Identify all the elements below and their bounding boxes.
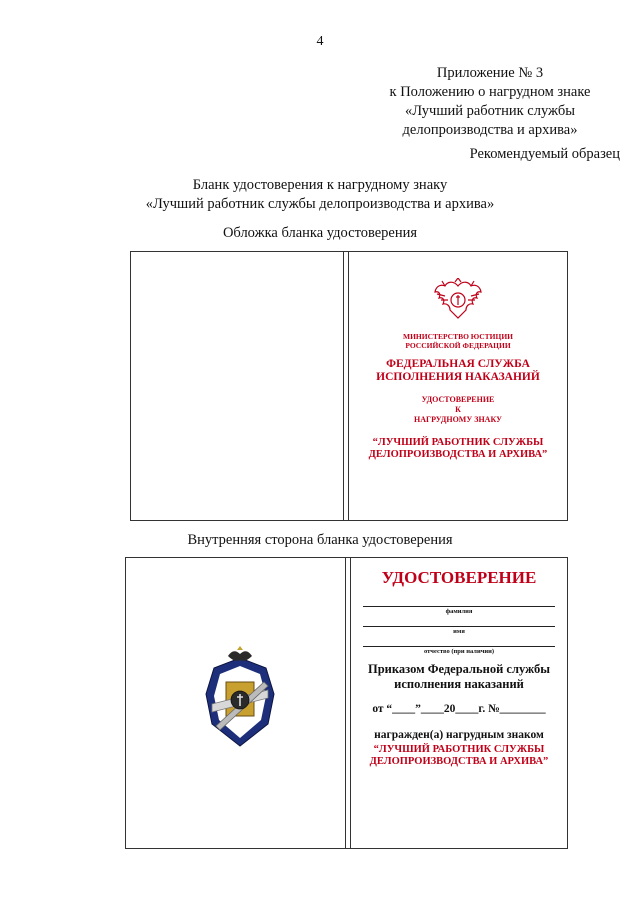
- cover-front: [349, 252, 567, 520]
- appendix-line-2: к Положению о нагрудном знаке: [389, 84, 591, 100]
- blank-title: [0, 176, 640, 214]
- appendix-line-1: Приложение № 3: [436, 65, 544, 81]
- order-line-1: Приказом Федеральной службы: [367, 662, 550, 676]
- order-date-field: от “____”____20____г. №________: [372, 703, 546, 715]
- name-label: имя: [453, 628, 465, 635]
- order-text: [351, 662, 567, 692]
- cover-text-block: [349, 332, 567, 461]
- service-line-1: ФЕДЕРАЛЬНАЯ СЛУЖБА: [386, 358, 530, 370]
- blank-title-line-2: «Лучший работник службы делопроизводства и архива»: [145, 196, 495, 212]
- cover-card: [130, 251, 568, 521]
- surname-label: фамилия: [445, 608, 473, 615]
- order-line-2: исполнения наказаний: [394, 677, 524, 691]
- ministry-line-1: МИНИСТЕРСТВО ЮСТИЦИИ: [402, 332, 513, 341]
- appendix-line-3: «Лучший работник службы: [405, 103, 575, 119]
- surname-line: [363, 606, 555, 607]
- service-line-2: ИСПОЛНЕНИЯ НАКАЗАНИЙ: [376, 371, 540, 383]
- doc-line-1: УДОСТОВЕРЕНИЕ: [421, 395, 495, 404]
- name-line: [363, 626, 555, 627]
- patronymic-label: отчество (при наличии): [423, 648, 495, 655]
- inner-award-line-2: ДЕЛОПРОИЗВОДСТВА И АРХИВА”: [369, 756, 549, 767]
- inner-card: [125, 557, 568, 849]
- cover-caption: Обложка бланка удостоверения: [222, 225, 418, 241]
- inner-caption: Внутренняя сторона бланка удостоверения: [187, 532, 453, 548]
- doc-line-2: К: [455, 405, 461, 414]
- award-line-1: “ЛУЧШИЙ РАБОТНИК СЛУЖБЫ: [372, 437, 544, 448]
- patronymic-line: [363, 646, 555, 647]
- blank-title-line-1: Бланк удостоверения к нагрудному знаку: [192, 177, 448, 193]
- award-line-2: ДЕЛОПРОИЗВОДСТВА И АРХИВА”: [368, 449, 548, 460]
- double-headed-eagle-icon: [433, 278, 483, 322]
- inner-award-name: [351, 744, 567, 768]
- doc-line-3: НАГРУДНОМУ ЗНАКУ: [414, 415, 502, 424]
- page-number: 4: [316, 34, 324, 49]
- appendix-heading: [360, 64, 620, 140]
- recommended-sample-label: Рекомендуемый образец: [469, 146, 620, 162]
- awarded-text: награжден(а) нагрудным знаком: [374, 729, 544, 741]
- ministry-line-2: РОССИЙСКОЙ ФЕДЕРАЦИИ: [405, 341, 511, 350]
- appendix-line-4: делопроизводства и архива»: [402, 122, 578, 138]
- award-badge-icon: [202, 646, 278, 750]
- inner-right-page: [351, 558, 567, 848]
- inner-title: УДОСТОВЕРЕНИЕ: [381, 568, 537, 587]
- inner-award-line-1: “ЛУЧШИЙ РАБОТНИК СЛУЖБЫ: [373, 744, 545, 755]
